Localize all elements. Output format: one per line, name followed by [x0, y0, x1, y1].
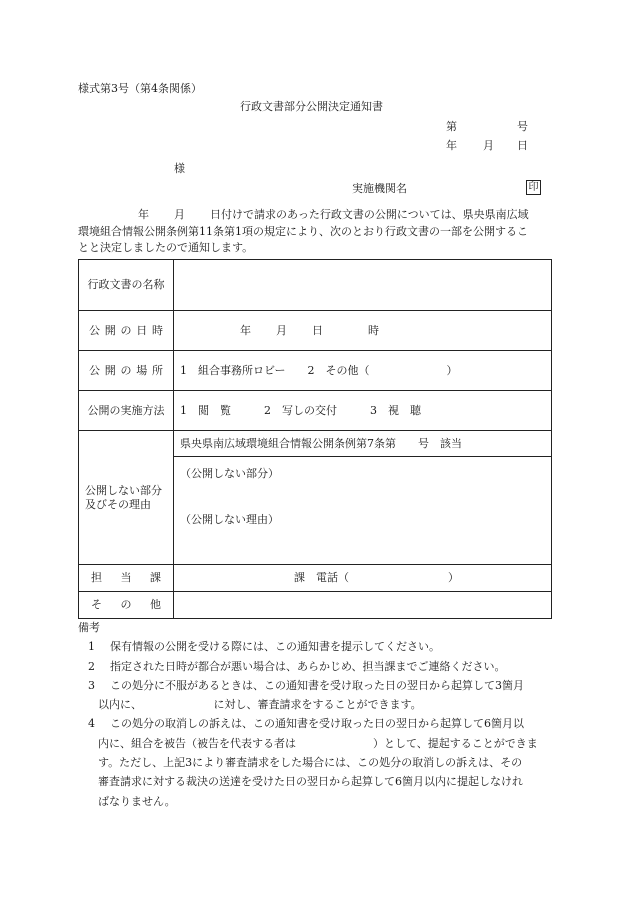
- staff-label: 担 当 課: [79, 565, 174, 592]
- reason-label: 公開しない部分 及びその理由: [79, 431, 174, 565]
- notice-paragraph: [78, 207, 554, 257]
- seal-mark: 印: [526, 180, 541, 195]
- body-year: 年: [138, 208, 149, 221]
- other-label: そ の 他: [79, 592, 174, 619]
- form-number: 様式第3号（第4条関係）: [78, 82, 202, 95]
- table-row: [79, 565, 552, 592]
- date-day: 日: [517, 139, 528, 152]
- body-line2: 環境組合情報公開条例第11条第1項の規定により、次のとおり行政文書の一部を公開するこ: [78, 224, 528, 238]
- addressee-suffix: 様: [174, 162, 185, 175]
- date-month: 月: [483, 139, 494, 152]
- number-prefix: 第: [446, 120, 457, 133]
- table-row: [79, 260, 552, 311]
- document-name-label: 行政文書の名称: [79, 260, 174, 311]
- table-row: [79, 351, 552, 391]
- body-line1: 日付けで請求のあった行政文書の公開については、県央県南広域: [210, 208, 529, 221]
- table-row: [79, 592, 552, 619]
- table-row: [79, 391, 552, 431]
- nondisclosed-part-label: （公開しない部分）: [180, 467, 279, 480]
- notes-heading: 備考: [78, 621, 100, 634]
- list-item: 3 この処分に不服があるときは、この通知書を受け取った日の翌日から起算して3箇月 以内に、 に対し、審査請求をすることができます。: [88, 678, 524, 712]
- disclosure-table: [78, 259, 552, 619]
- document-name-cell: [174, 260, 552, 311]
- datetime-label: 公 開 の 日 時: [79, 311, 174, 351]
- other-cell: [174, 592, 552, 619]
- number-suffix: 号: [517, 120, 528, 133]
- body-line3: とと決定しましたので通知します。: [78, 241, 254, 254]
- method-label: 公開の実施方法: [79, 391, 174, 431]
- document-title: 行政文書部分公開決定通知書: [240, 100, 383, 113]
- place-label: 公 開 の 場 所: [79, 351, 174, 391]
- datetime-cell: 年 月 日 時: [174, 311, 552, 351]
- agency-label: 実施機関名: [352, 182, 407, 195]
- staff-cell: 課 電話（ ）: [174, 565, 552, 592]
- date-year: 年: [446, 139, 457, 152]
- table-row: [79, 431, 552, 457]
- notes-section: [78, 618, 558, 811]
- list-item: 2 指定された日時が都合が悪い場合は、あらかじめ、担当課までご連絡ください。: [88, 659, 506, 673]
- nondisclosed-reason-label: （公開しない理由）: [180, 513, 279, 526]
- list-item: 1 保有情報の公開を受ける際には、この通知書を提示してください。: [88, 640, 440, 654]
- place-cell: 1 組合事務所ロビー 2 その他（ ）: [174, 351, 552, 391]
- method-cell: 1 閲 覧 2 写しの交付 3 視 聴: [174, 391, 552, 431]
- reason-ordinance-cell: 県央県南広域環境組合情報公開条例第7条第 号 該当: [174, 431, 552, 457]
- reason-detail-cell: [174, 457, 552, 565]
- body-month: 月: [174, 208, 185, 221]
- table-row: [79, 311, 552, 351]
- list-item: 4 この処分の取消しの訴えは、この通知書を受け取った日の翌日から起算して6箇月以 内に、組合を被告（被告を代表する者は ）として、提起することができま す。ただし、上記3により審査請求をした場合には、この処分の取消しの訴えは、その 審査請求に対する裁決の送達を受けた日の翌日から起算して6箇月以内に提起しなけれ ばなりません。: [88, 717, 538, 808]
